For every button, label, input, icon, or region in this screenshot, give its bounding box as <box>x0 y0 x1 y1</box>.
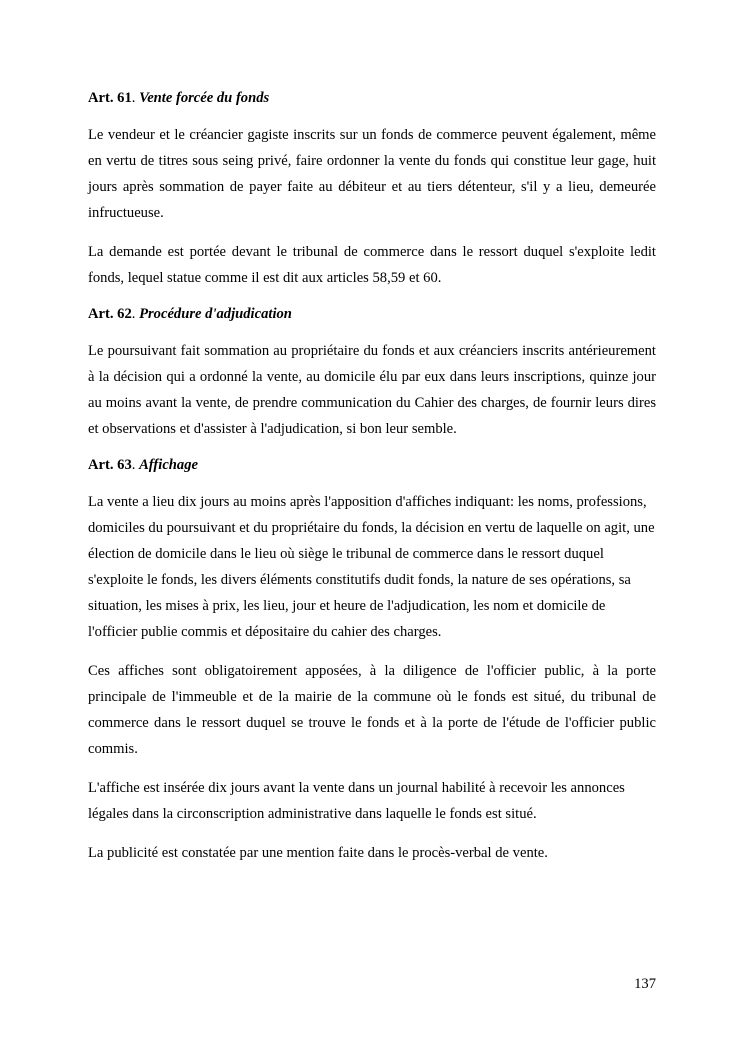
article-63-paragraph-4: La publicité est constatée par une mention faite dans le procès-verbal de vente. <box>88 845 548 861</box>
article-61-paragraph-2: La demande est portée devant le tribunal de commerce dans le ressort duquel s'exploite ledit fonds, lequel statue comme il est dit aux articles 58,59 et 60. <box>88 244 656 286</box>
article-63-paragraph-3: L'affiche est insérée dix jours avant la vente dans un journal habilité à recevoir les annonces légales dans la circonscription administrative dans laquelle le fonds est situé. <box>88 780 625 822</box>
article-number: Art. 63 <box>88 457 132 473</box>
article-61-paragraph-1: Le vendeur et le créancier gagiste inscrits sur un fonds de commerce peuvent également, même en vertu de titres sous seing privé, faire ordonner la vente du fonds qui constitue leur gage, huit jours après sommation de payer faite au débiteur et au tiers détenteur, s'il y a lieu, demeurée infructueuse. <box>88 127 656 221</box>
article-title: Procédure d'adjudication <box>139 306 292 322</box>
article-number: Art. 61 <box>88 90 132 106</box>
article-title: Affichage <box>139 457 198 473</box>
article-62-paragraph-1: Le poursuivant fait sommation au propriétaire du fonds et aux créanciers inscrits antérieurement à la décision qui a ordonné la vente, au domicile élu par eux dans leurs inscriptions, quinze jour au moins avant la vente, de prendre communication du Cahier des charges, de fournir leurs dires et observations et d'assister à l'adjudication, si bon leur semble. <box>88 343 656 437</box>
article-61-heading: Art. 61. Vente forcée du fonds <box>88 90 270 106</box>
article-number: Art. 62 <box>88 306 132 322</box>
article-62-heading: Art. 62. Procédure d'adjudication <box>88 306 292 322</box>
article-63-heading: Art. 63. Affichage <box>88 457 198 473</box>
document-page <box>88 88 656 879</box>
page-number: 137 <box>634 976 656 992</box>
article-63-paragraph-1: La vente a lieu dix jours au moins après l'apposition d'affiches indiquant: les noms, professions, domiciles du poursuivant et du propriétaire du fonds, la décision en vertu de laquelle on agit, une élection de domicile dans le lieu où siège le tribunal de commerce dans le ressort duquel s'exploite le fonds, les divers éléments constitutifs dudit fonds, la nature de ses opérations, sa situation, les mises à prix, les lieu, jour et heure de l'adjudication, les nom et domicile de l'officier publie commis et dépositaire du cahier des charges. <box>88 494 655 640</box>
article-63-paragraph-2: Ces affiches sont obligatoirement apposées, à la diligence de l'officier public, à la porte principale de l'immeuble et de la mairie de la commune où le fonds est situé, du tribunal de commerce dans le ressort duquel se trouve le fonds et à la porte de l'étude de l'officier public commis. <box>88 663 656 757</box>
article-title: Vente forcée du fonds <box>139 90 270 106</box>
